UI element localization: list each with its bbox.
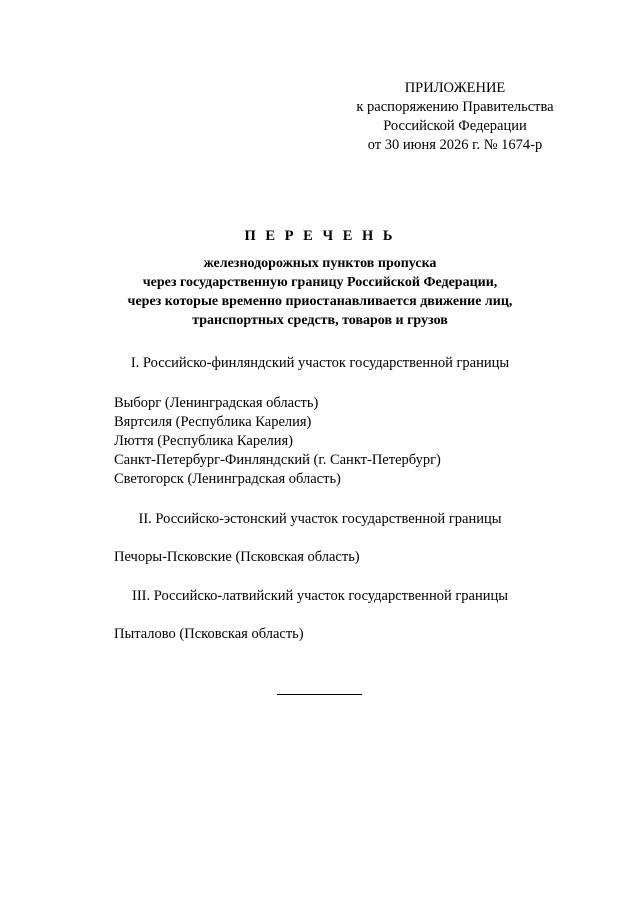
annex-block <box>340 79 570 155</box>
list-item: Светогорск (Ленинградская область) <box>114 471 341 487</box>
section-items-finland <box>114 394 441 489</box>
document-title <box>60 227 580 330</box>
list-item: Выборг (Ленинградская область) <box>114 395 319 411</box>
title-line: транспортных средств, товаров и грузов <box>192 313 448 328</box>
annex-date-number: от 30 июня 2026 г. № 1674-р <box>367 137 543 153</box>
section-items-estonia <box>114 548 360 567</box>
list-item: Вяртсиля (Республика Карелия) <box>114 414 312 430</box>
annex-label: ПРИЛОЖЕНИЕ <box>404 80 506 96</box>
list-item: Печоры-Псковские (Псковская область) <box>114 549 360 565</box>
end-divider <box>277 694 362 695</box>
section-heading-estonia: II. Российско-эстонский участок государственной границы <box>138 511 502 527</box>
list-item: Люття (Республика Карелия) <box>114 433 293 449</box>
title-line: железнодорожных пунктов пропуска <box>203 256 437 271</box>
annex-authority: Российской Федерации <box>383 118 527 134</box>
list-item: Санкт-Петербург-Финляндский (г. Санкт-Петербург) <box>114 452 441 468</box>
section-items-latvia <box>114 625 304 644</box>
title-line: через которые временно приостанавливается движение лиц, <box>127 294 513 309</box>
list-item: Пыталово (Псковская область) <box>114 626 304 642</box>
annex-reference: к распоряжению Правительства <box>356 99 554 115</box>
section-heading-latvia: III. Российско-латвийский участок государственной границы <box>132 588 508 604</box>
title-line: через государственную границу Российской Федерации, <box>142 275 498 290</box>
title-heading: П Е Р Е Ч Е Н Ь <box>244 228 396 244</box>
section-heading-finland: I. Российско-финляндский участок государственной границы <box>130 355 510 371</box>
